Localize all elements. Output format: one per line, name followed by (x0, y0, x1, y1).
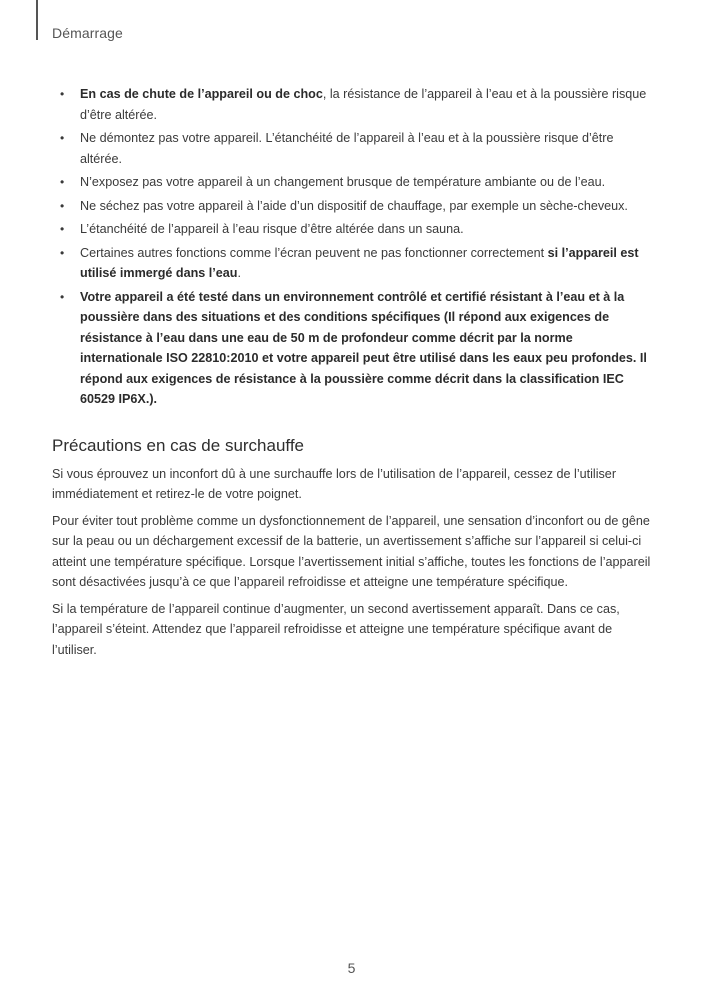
bullet-icon: • (60, 222, 65, 236)
section-label: Démarrage (52, 25, 123, 41)
bullet-text: N’exposez pas votre appareil à un changement brusque de température ambiante ou de l’eau. (80, 175, 606, 189)
bullet-text: Ne démontez pas votre appareil. L’étanchéité de l’appareil à l’eau et à la poussière risque d’être altérée. (80, 131, 614, 166)
section-paragraph: Si vous éprouvez un inconfort dû à une surchauffe lors de l’utilisation de l’appareil, cessez de l’utiliser immédiatement et retirez-le de votre poignet. (52, 466, 617, 501)
bullet-bold-text: Votre appareil a été testé dans un environnement contrôlé et certifié résistant à l’eau et à la poussière dans des situations et des conditions spécifiques (Il répond aux exigences de résistance à l’eau dans une eau de 50 m de profondeur comme décrit par la norme internationale ISO 22810:2010 et votre appareil peut être utilisé dans les eaux peu profondes. Il répond aux exigences de résistance à la poussière comme décrit dans la classification IEC 60529 IP6X.). (80, 289, 647, 406)
page-content (52, 84, 652, 666)
bullet-text: Ne séchez pas votre appareil à l’aide d’un dispositif de chauffage, par exemple un sèche-cheveux. (80, 198, 628, 213)
bullet-icon: • (60, 198, 65, 213)
list-item (52, 84, 652, 125)
section-paragraph: Pour éviter tout problème comme un dysfonctionnement de l’appareil, une sensation d’inconfort ou de gêne sur la peau ou un déchargement excessif de la batterie, un avertissement s’affiche sur l’appareil si celui-ci atteint une température spécifique. Lorsque l’avertissement initial s’affiche, toutes les fonctions de l’appareil sont désactivées jusqu’à ce que l’appareil refroidisse et atteigne une température spécifique. (52, 513, 651, 589)
list-item (52, 196, 652, 217)
section-heading: Précautions en cas de surchauffe (52, 435, 305, 455)
precautions-list (52, 84, 652, 410)
list-item (52, 243, 652, 284)
bullet-icon: • (60, 131, 65, 145)
bullet-icon: • (60, 175, 65, 189)
list-item (52, 219, 652, 240)
bullet-text: Certaines autres fonctions comme l’écran peuvent ne pas fonctionner correctement (80, 245, 548, 260)
bullet-tail-text: . (237, 266, 241, 280)
header-divider (36, 0, 38, 40)
list-item (52, 287, 652, 410)
bullet-text: L’étanchéité de l’appareil à l’eau risque d’être altérée dans un sauna. (80, 222, 464, 236)
bullet-icon: • (60, 245, 65, 260)
list-item (52, 172, 652, 193)
bullet-icon: • (60, 87, 65, 101)
page-number: 5 (347, 960, 356, 976)
bullet-text: , la résistance de l’appareil à l’eau et à la poussière risque d’être altérée. (80, 87, 647, 122)
list-item (52, 128, 652, 169)
bullet-bold-lead: En cas de chute de l’appareil ou de choc (80, 87, 323, 101)
bullet-bold-tail: si l’appareil est utilisé immergé dans l’eau (80, 245, 639, 280)
section-paragraph: Si la température de l’appareil continue d’augmenter, un second avertissement apparaît. Dans ce cas, l’appareil s’éteint. Attendez que l’appareil refroidisse et atteigne une température spécifique avant de l’utiliser. (52, 601, 620, 657)
bullet-icon: • (60, 289, 65, 304)
